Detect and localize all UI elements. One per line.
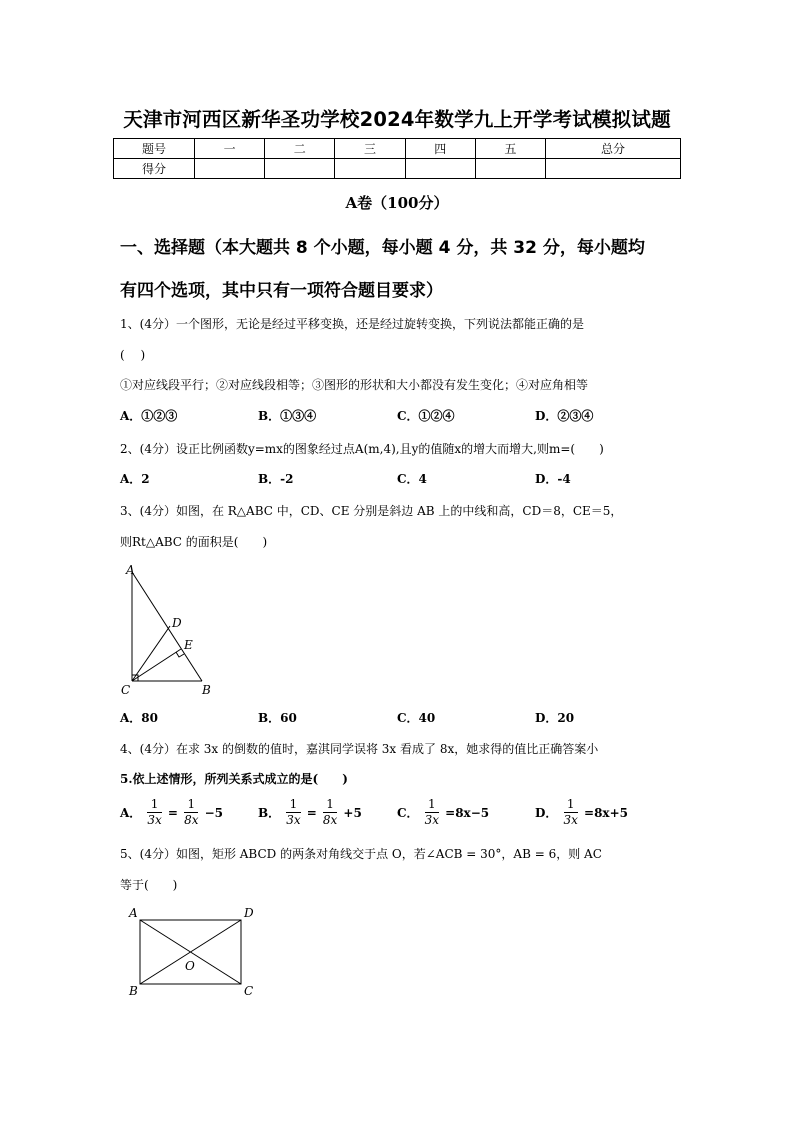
q4-stem: 4、(4分）在求 3x 的倒数的值时，嘉淇同学误将 3x 看成了 8x，她求得的值比正确答案小 [120, 742, 599, 756]
q5-label-a: A [129, 906, 138, 920]
q5-label-b: B [129, 984, 138, 998]
score-table-score-row [114, 159, 681, 179]
fraction: $\frac{1}{3x}$ [563, 797, 578, 827]
fraction: $\frac{1}{3x}$ [286, 797, 301, 827]
fraction: $\frac{1}{3x}$ [147, 797, 162, 827]
q3-option-a: A．80 [120, 711, 159, 725]
q4-stem-2: 5.依上述情形，所列关系式成立的是( ) [120, 772, 348, 786]
q4-option-b: B． $\frac{1}{3x}$ = $\frac{1}{8x}$ +5 [258, 797, 362, 827]
q3-option-d: D．20 [535, 711, 575, 725]
fraction: $\frac{1}{8x}$ [322, 797, 338, 827]
part-heading-line1: 一、选择题（本大题共 8 个小题，每小题 4 分，共 32 分，每小题均 [120, 238, 645, 258]
score-table-header-row [114, 139, 681, 159]
q1-option-b: B．①③④ [258, 409, 317, 423]
q4-option-a: A． $\frac{1}{3x}$ = $\frac{1}{8x}$ −5 [120, 797, 223, 827]
table-cell: 五 [475, 139, 545, 159]
page-title: 天津市河西区新华圣功学校2024年数学九上开学考试模拟试题 [123, 108, 671, 131]
q2-stem: 2、(4分）设正比例函数y=mx的图象经过点A(m,4),且y的值随x的增大而增大,则m=( ) [120, 442, 604, 456]
fraction: $\frac{1}{8x}$ [184, 797, 199, 827]
q4-option-d: D． $\frac{1}{3x}$ =8x+5 [535, 797, 628, 827]
q4-option-c: C． $\frac{1}{3x}$ =8x−5 [397, 797, 490, 827]
q3-stem-2: 则Rt△ABC 的面积是( ) [120, 535, 268, 549]
q2-option-d: D．-4 [535, 472, 571, 486]
q5-stem: 5、(4分）如图，矩形 ABCD 的两条对角线交于点 O，若∠ACB = 30°，AB = 6，则 AC [120, 847, 602, 861]
q1-statements: ①对应线段平行；②对应线段相等；③图形的形状和大小都没有发生变化；④对应角相等 [120, 378, 589, 392]
q2-option-b: B．-2 [258, 472, 294, 486]
score-cell [405, 159, 475, 179]
part-heading-line2: 有四个选项，其中只有一项符合题目要求） [120, 281, 443, 301]
q1-paren: ( ) [120, 348, 146, 362]
table-cell: 一 [195, 139, 265, 159]
fraction: $\frac{1}{3x}$ [424, 797, 440, 827]
table-cell: 总分 [546, 139, 681, 159]
q5-rectangle-figure [120, 900, 270, 1002]
table-cell: 二 [265, 139, 335, 159]
q3-triangle-figure [115, 560, 225, 700]
q1-option-c: C．①②④ [397, 409, 455, 423]
q3-stem: 3、(4分）如图，在 R△ABC 中，CD、CE 分别是斜边 AB 上的中线和高，CD＝8，CE＝5， [120, 504, 623, 518]
q5-stem-2: 等于( ) [120, 878, 178, 892]
q3-label-c: C [121, 683, 131, 697]
table-cell: 四 [405, 139, 475, 159]
q5-label-c: C [244, 984, 254, 998]
q3-label-e: E [184, 638, 193, 652]
q1-stem: 1、(4分）一个图形，无论是经过平移变换，还是经过旋转变换，下列说法都能正确的是 [120, 317, 584, 331]
q1-option-d: D．②③④ [535, 409, 594, 423]
q2-option-a: A．2 [120, 472, 150, 486]
score-cell [195, 159, 265, 179]
score-cell [475, 159, 545, 179]
table-cell: 得分 [114, 159, 195, 179]
score-cell [265, 159, 335, 179]
q5-label-d: D [244, 906, 254, 920]
q3-label-a: A [126, 563, 135, 577]
table-cell: 题号 [114, 139, 195, 159]
q3-label-b: B [202, 683, 211, 697]
score-cell [546, 159, 681, 179]
section-heading: A卷（100分） [345, 194, 449, 212]
q2-option-c: C．4 [397, 472, 427, 486]
q3-option-c: C．40 [397, 711, 436, 725]
q1-option-a: A．①②③ [120, 409, 178, 423]
score-cell [335, 159, 405, 179]
q5-label-o: O [185, 959, 195, 973]
score-table [113, 138, 681, 179]
q3-label-d: D [172, 616, 182, 630]
table-cell: 三 [335, 139, 405, 159]
q3-option-b: B．60 [258, 711, 297, 725]
